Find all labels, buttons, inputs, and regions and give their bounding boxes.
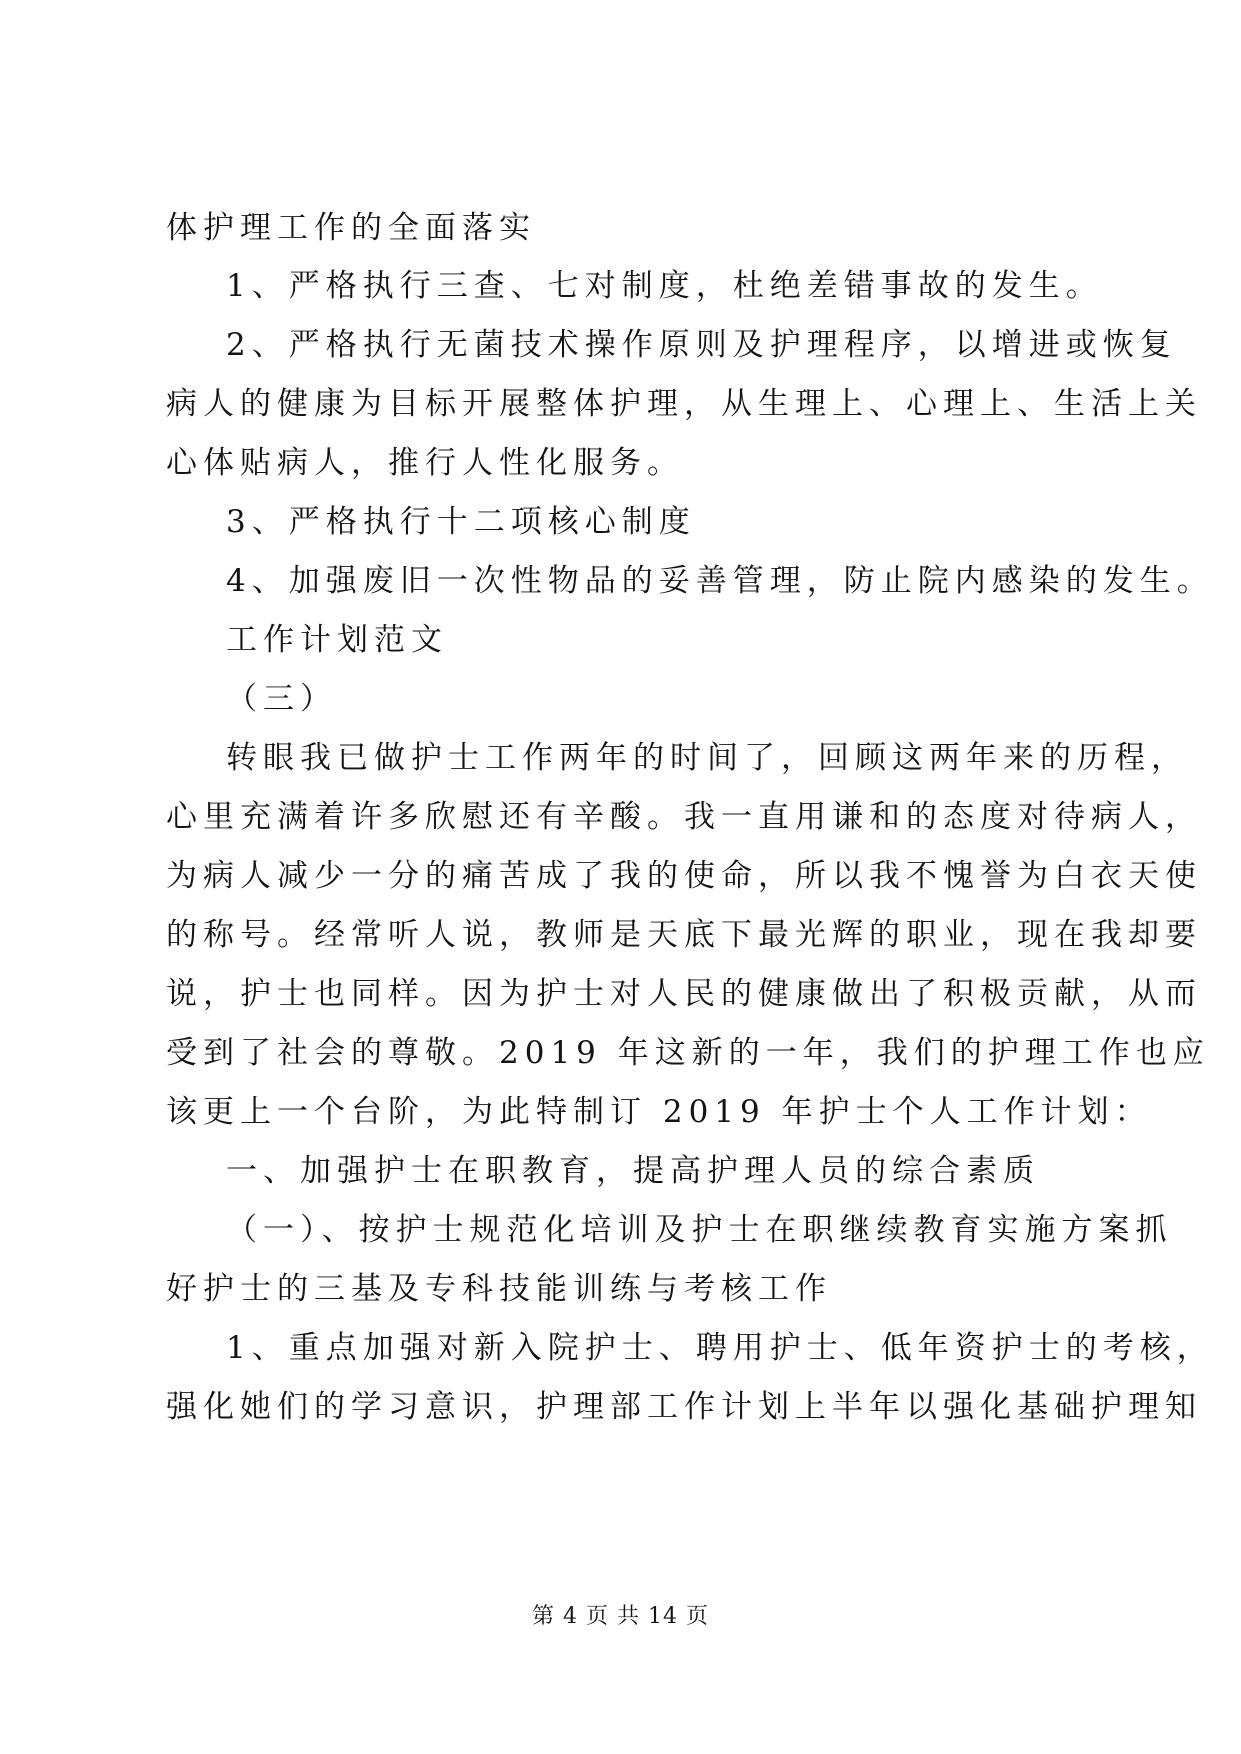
text-line: 工作计划范文 <box>226 622 448 658</box>
page-number-footer: 第 4 页 共 14 页 <box>532 1604 709 1629</box>
text-line: 心体贴病人，推行人性化服务。 <box>166 445 684 481</box>
text-line: 心里充满着许多欣慰还有辛酸。我一直用谦和的态度对待病人， <box>166 799 1202 835</box>
text-line: 一、加强护士在职教育，提高护理人员的综合素质 <box>226 1153 1040 1189</box>
text-line: 转眼我已做护士工作两年的时间了，回顾这两年来的历程， <box>226 740 1188 776</box>
text-line: 4、加强废旧一次性物品的妥善管理，防止院内感染的发生。 <box>226 563 1214 599</box>
text-line: 好护士的三基及专科技能训练与考核工作 <box>166 1271 832 1307</box>
text-line: 体护理工作的全面落实 <box>166 210 536 246</box>
text-line: （一）、按护士规范化培训及护士在职继续教育实施方案抓 <box>226 1212 1173 1248</box>
text-line: 1、重点加强对新入院护士、聘用护士、低年资护士的考核， <box>226 1330 1214 1366</box>
text-line: 该更上一个台阶，为此特制订 2019 年护士个人工作计划： <box>166 1094 1152 1130</box>
text-line: 强化她们的学习意识，护理部工作计划上半年以强化基础护理知 <box>166 1389 1202 1425</box>
text-line: 的称号。经常听人说，教师是天底下最光辉的职业，现在我却要 <box>166 917 1202 953</box>
text-line: 1、严格执行三查、七对制度，杜绝差错事故的发生。 <box>226 268 1103 304</box>
text-line: 受到了社会的尊敬。2019 年这新的一年，我们的护理工作也应 <box>166 1035 1210 1071</box>
text-line: 病人的健康为目标开展整体护理，从生理上、心理上、生活上关 <box>166 386 1202 422</box>
text-line: 2、严格执行无菌技术操作原则及护理程序，以增进或恢复 <box>226 327 1177 363</box>
text-line: （三） <box>226 681 337 717</box>
text-line: 说，护士也同样。因为护士对人民的健康做出了积极贡献，从而 <box>166 976 1202 1012</box>
text-line: 3、严格执行十二项核心制度 <box>226 504 696 540</box>
text-line: 为病人减少一分的痛苦成了我的使命，所以我不愧誉为白衣天使 <box>166 858 1202 894</box>
